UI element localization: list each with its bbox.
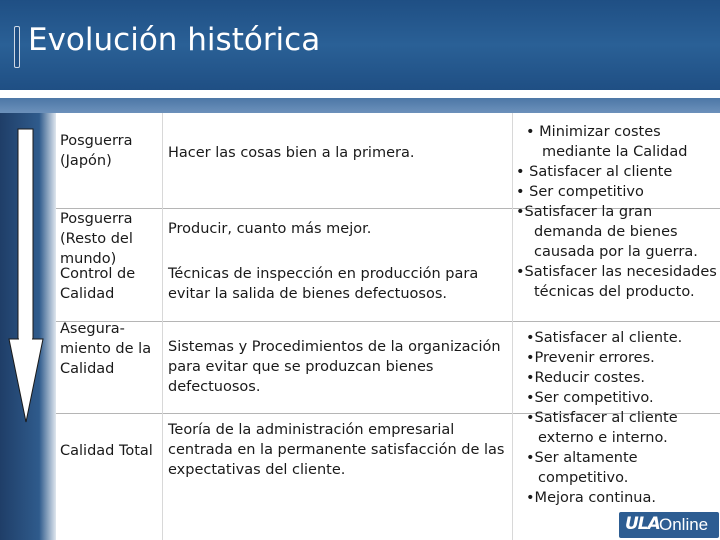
objective-item: •Ser altamente [526, 450, 638, 466]
objective-item: •Prevenir errores. [526, 350, 655, 366]
objective-item: •Satisfacer las necesidades [516, 264, 717, 280]
header-band [0, 98, 720, 113]
column-divider [162, 113, 163, 540]
objective-item: demanda de bienes [534, 224, 678, 240]
logo-brand: ULA [625, 514, 660, 534]
objective-item: •Satisfacer al cliente. [526, 330, 683, 346]
objective-item: competitivo. [538, 470, 629, 486]
stage-cell: Posguerra (Resto del mundo) [60, 211, 133, 267]
evolution-table [56, 113, 720, 540]
objective-item: externo e interno. [538, 430, 668, 446]
page-title: Evolución histórica [28, 22, 321, 58]
objective-item: • Satisfacer al cliente [516, 164, 673, 180]
description-cell: Producir, cuanto más mejor. [168, 221, 372, 237]
objective-item: •Satisfacer la gran [516, 204, 653, 220]
logo-suffix: Online [659, 515, 709, 534]
stage-cell: Calidad Total [60, 443, 153, 459]
objective-item: • Minimizar costes [526, 124, 661, 140]
objectives-list [514, 122, 718, 302]
stage-cell: Control de Calidad [60, 266, 136, 302]
stage-cell: Posguerra (Japón) [60, 133, 133, 169]
objective-item: • Ser competitivo [516, 184, 644, 200]
title-marker [14, 26, 20, 68]
description-cell: Hacer las cosas bien a la primera. [168, 145, 415, 161]
objective-item: mediante la Calidad [542, 144, 688, 160]
objective-item: •Satisfacer al cliente [526, 410, 678, 426]
ula-online-logo [619, 512, 719, 538]
description-cell: Técnicas de inspección en producción para evitar la salida de bienes defectuosos. [168, 266, 479, 302]
objective-item: •Mejora continua. [526, 490, 656, 506]
slide-header [0, 0, 720, 90]
description-cell: Sistemas y Procedimientos de la organización para evitar que se produzcan bienes defectuosos. [168, 339, 501, 395]
objective-item: •Reducir costes. [526, 370, 646, 386]
objective-item: •Ser competitivo. [526, 390, 654, 406]
objective-item: causada por la guerra. [534, 244, 698, 260]
objective-item: técnicas del producto. [534, 284, 695, 300]
stage-cell: Asegura-miento de la Calidad [60, 321, 152, 377]
arrow-down-icon [8, 128, 44, 424]
objectives-list [514, 328, 718, 508]
description-cell: Teoría de la administración empresarial centrada en la permanente satisfacción de las expectativas del cliente. [168, 422, 505, 478]
